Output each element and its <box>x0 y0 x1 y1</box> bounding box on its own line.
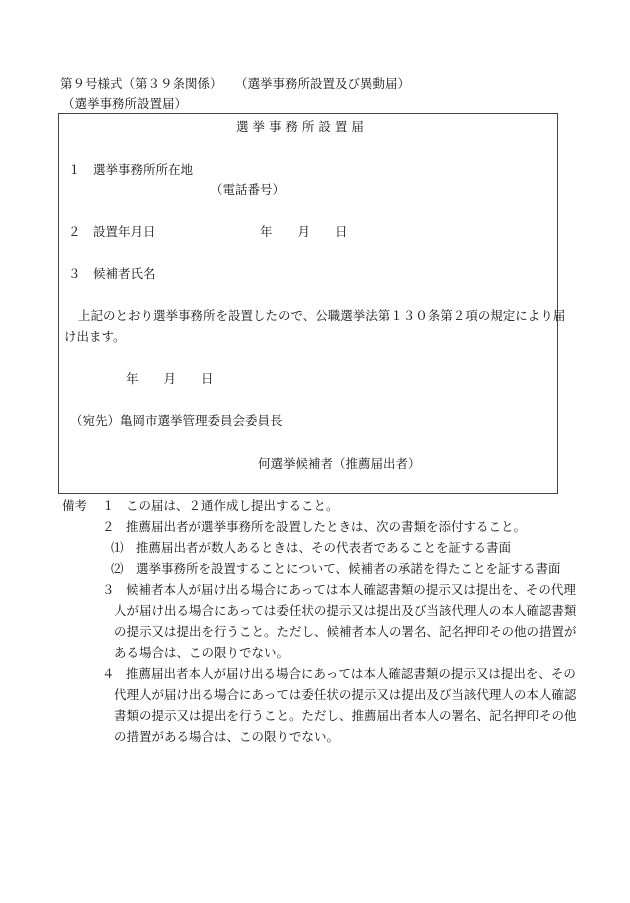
note-4-line-4: の措置がある場合は、この限りでない。 <box>114 729 340 744</box>
note-4-line-2: 代理人が届け出る場合にあっては委任状の提示又は提出及び当該代理人の本人確認 <box>114 687 577 702</box>
form-scope: （選挙事務所設置及び異動届） <box>235 76 411 91</box>
note-2-number: ２ <box>102 519 115 534</box>
form-number: 第９号様式（第３９条関係） <box>60 76 223 91</box>
established-date-blanks: 年 月 日 <box>260 224 348 239</box>
note-4-line-3: 書類の提示又は提出を行うこと。ただし、推薦届出者本人の署名、記名押印その他 <box>114 708 577 723</box>
note-2-sub-2-text: 選挙事務所を設置することについて、候補者の承諾を得たことを証する書面 <box>136 561 561 576</box>
addressee: （宛先）亀岡市選挙管理委員会委員長 <box>70 413 283 428</box>
note-3-line-3: の提示又は提出を行うこと。ただし、候補者本人の署名、記名押印その他の措置が <box>114 624 577 639</box>
note-1-text: この届は、２通作成し提出すること。 <box>126 498 339 513</box>
item-office-location: １ 選挙事務所所在地 <box>68 162 194 177</box>
filing-date-blanks: 年 月 日 <box>126 371 214 386</box>
phone-label: （電話番号） <box>210 182 286 197</box>
form-title: 選 挙 事 務 所 設 置 届 <box>236 119 364 134</box>
note-3-line-4: ある場合は、この限りでない。 <box>114 645 290 660</box>
note-4-line-1: 推薦届出者本人が届け出る場合にあっては本人確認書類の提示又は提出を、その <box>126 666 576 681</box>
note-2-sub-1-number: ⑴ <box>111 540 124 555</box>
note-2-sub-2-number: ⑵ <box>111 561 124 576</box>
note-3-number: ３ <box>102 582 115 597</box>
form-subtitle: （選挙事務所設置届） <box>62 96 188 111</box>
note-2-text: 推薦届出者が選挙事務所を設置したときは、次の書類を添付すること。 <box>126 519 527 534</box>
note-4-number: ４ <box>102 666 115 681</box>
item-established-date: ２ 設置年月日 <box>68 224 156 239</box>
note-1-number: １ <box>102 498 115 513</box>
item-candidate-name: ３ 候補者氏名 <box>68 266 156 281</box>
signatory: 何選挙候補者（推薦届出者） <box>258 456 421 471</box>
note-3-line-1: 候補者本人が届け出る場合にあっては本人確認書類の提示又は提出を、その代理 <box>126 582 576 597</box>
statement-line-1: 上記のとおり選挙事務所を設置したので、公職選挙法第１３０条第２項の規定により届 <box>78 308 566 323</box>
note-2-sub-1-text: 推薦届出者が数人あるときは、その代表者であることを証する書面 <box>136 540 512 555</box>
note-3-line-2: 人が届け出る場合にあっては委任状の提示又は提出及び当該代理人の本人確認書類 <box>114 603 577 618</box>
notes-heading: 備考 <box>62 498 88 513</box>
statement-line-2: け出ます。 <box>64 329 126 344</box>
